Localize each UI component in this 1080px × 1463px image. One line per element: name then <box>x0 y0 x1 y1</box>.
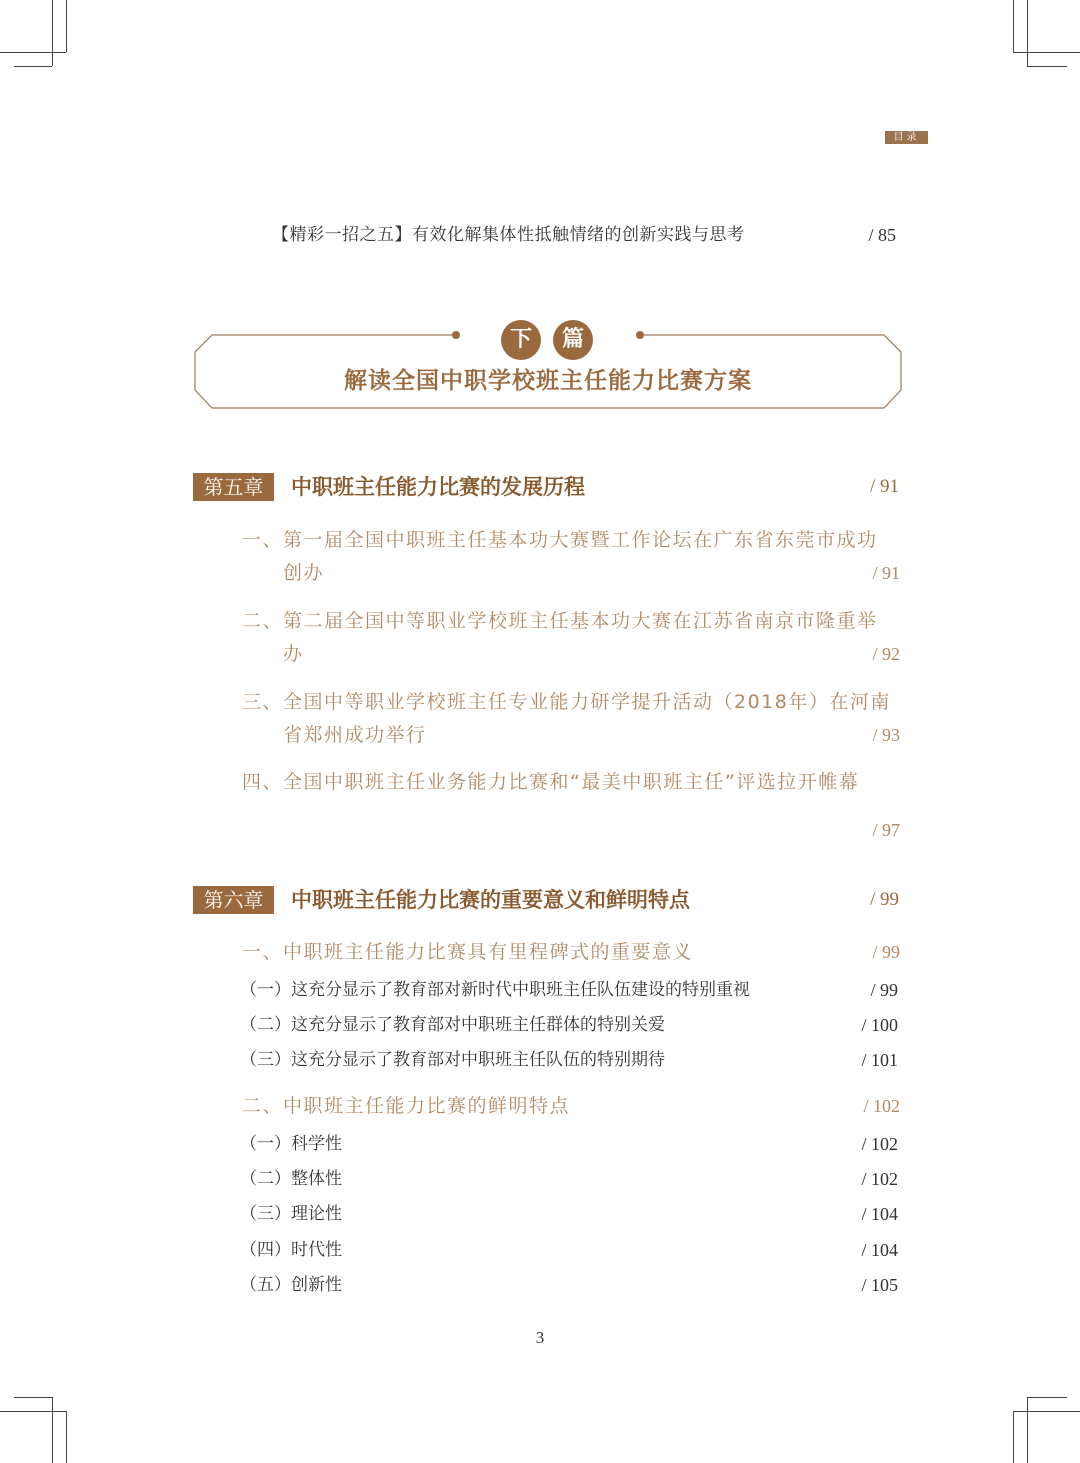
subsection-entry[interactable] <box>240 1272 900 1298</box>
chapter-page: / 99 <box>869 889 899 910</box>
subsection-title: （五）创新性 <box>240 1275 342 1295</box>
subsection-entry[interactable] <box>240 1166 900 1192</box>
toc-entry-page: / 85 <box>868 225 896 245</box>
crop-mark <box>52 1397 53 1463</box>
crop-mark <box>0 52 66 53</box>
subsection-title: （一）科学性 <box>240 1134 342 1154</box>
subsection-page: / 102 <box>861 1134 898 1154</box>
chapter-page: / 91 <box>869 476 899 497</box>
subsection-entry[interactable] <box>240 1131 900 1157</box>
section-title-line1: 全国中等职业学校班主任专业能力研学提升活动（2018年）在河南 <box>283 691 891 713</box>
subsection-entry[interactable] <box>240 1012 900 1038</box>
crop-mark <box>1027 1397 1028 1463</box>
chapter-title: 中职班主任能力比赛的重要意义和鲜明特点 <box>291 888 690 912</box>
section-title: 二、中职班主任能力比赛的鲜明特点 <box>242 1095 571 1117</box>
crop-mark <box>52 0 53 66</box>
subsection-title: （四）时代性 <box>240 1240 342 1260</box>
part-title: 解读全国中职学校班主任能力比赛方案 <box>344 368 752 394</box>
section-title-line1: 第一届全国中职班主任基本功大赛暨工作论坛在广东省东莞市成功 <box>283 529 878 551</box>
subsection-title: （三）这充分显示了教育部对中职班主任队伍的特别期待 <box>240 1050 665 1070</box>
subsection-page: / 105 <box>861 1275 898 1295</box>
page-number: 3 <box>535 1328 545 1347</box>
section-page: / 92 <box>872 644 900 664</box>
section-title-line1: 全国中职班主任业务能力比赛和“最美中职班主任”评选拉开帷幕 <box>283 771 860 793</box>
header-tag: 目录 <box>885 131 928 144</box>
part-char-circle-1: 下 <box>501 320 541 360</box>
section-page: / 97 <box>872 820 900 840</box>
subsection-page: / 104 <box>861 1204 898 1224</box>
part-char-circle-2: 篇 <box>553 320 593 360</box>
chapter-badge: 第六章 <box>193 886 274 914</box>
section-entry[interactable] <box>242 605 902 671</box>
section-entry[interactable] <box>242 686 902 752</box>
subsection-entry[interactable] <box>240 1047 900 1073</box>
crop-mark <box>1027 66 1067 67</box>
section-entry[interactable] <box>242 1090 902 1122</box>
subsection-entry[interactable] <box>240 1201 900 1227</box>
section-page: / 99 <box>872 942 900 962</box>
section-title-line2: 创办 <box>283 562 325 584</box>
crop-mark <box>1013 1411 1014 1463</box>
section-page: / 93 <box>872 725 900 745</box>
subsection-page: / 99 <box>870 980 898 1000</box>
section-title: 一、中职班主任能力比赛具有里程碑式的重要意义 <box>242 941 694 963</box>
section-title-line2: 办 <box>283 643 304 665</box>
subsection-title: （二）这充分显示了教育部对中职班主任群体的特别关爱 <box>240 1015 665 1035</box>
subsection-page: / 102 <box>861 1169 898 1189</box>
chapter-badge: 第五章 <box>193 473 274 501</box>
crop-mark <box>1027 0 1028 66</box>
section-page: / 102 <box>863 1096 900 1116</box>
crop-mark <box>0 1411 66 1412</box>
section-page: / 91 <box>872 563 900 583</box>
subsection-page: / 100 <box>861 1015 898 1035</box>
chapter-5-heading[interactable] <box>193 473 903 503</box>
subsection-page: / 104 <box>861 1240 898 1260</box>
subsection-title: （三）理论性 <box>240 1204 342 1224</box>
crop-mark <box>1013 0 1014 52</box>
crop-mark <box>1013 1411 1080 1412</box>
section-number: 三、 <box>242 691 284 713</box>
section-title-line1: 第二届全国中等职业学校班主任基本功大赛在江苏省南京市隆重举 <box>283 610 878 632</box>
subsection-entry[interactable] <box>240 977 900 1003</box>
subsection-page: / 101 <box>861 1050 898 1070</box>
toc-entry-top[interactable] <box>272 222 900 248</box>
crop-mark <box>14 1397 52 1398</box>
subsection-title: （一）这充分显示了教育部对新时代中职班主任队伍建设的特别重视 <box>240 980 750 1000</box>
subsection-entry[interactable] <box>240 1237 900 1263</box>
crop-mark <box>66 0 67 52</box>
subsection-title: （二）整体性 <box>240 1169 342 1189</box>
section-number: 一、 <box>242 529 284 551</box>
crop-mark <box>66 1411 67 1463</box>
crop-mark <box>1013 52 1080 53</box>
section-entry[interactable] <box>242 766 902 846</box>
section-title-line2: 省郑州成功举行 <box>283 724 427 746</box>
chapter-title: 中职班主任能力比赛的发展历程 <box>291 475 585 499</box>
toc-entry-title: 【精彩一招之五】有效化解集体性抵触情绪的创新实践与思考 <box>272 225 745 245</box>
chapter-6-heading[interactable] <box>193 886 903 916</box>
section-number: 四、 <box>242 771 284 793</box>
section-number: 二、 <box>242 610 284 632</box>
section-entry[interactable] <box>242 936 902 968</box>
crop-mark <box>1027 1397 1067 1398</box>
crop-mark <box>14 66 52 67</box>
section-entry[interactable] <box>242 524 902 590</box>
